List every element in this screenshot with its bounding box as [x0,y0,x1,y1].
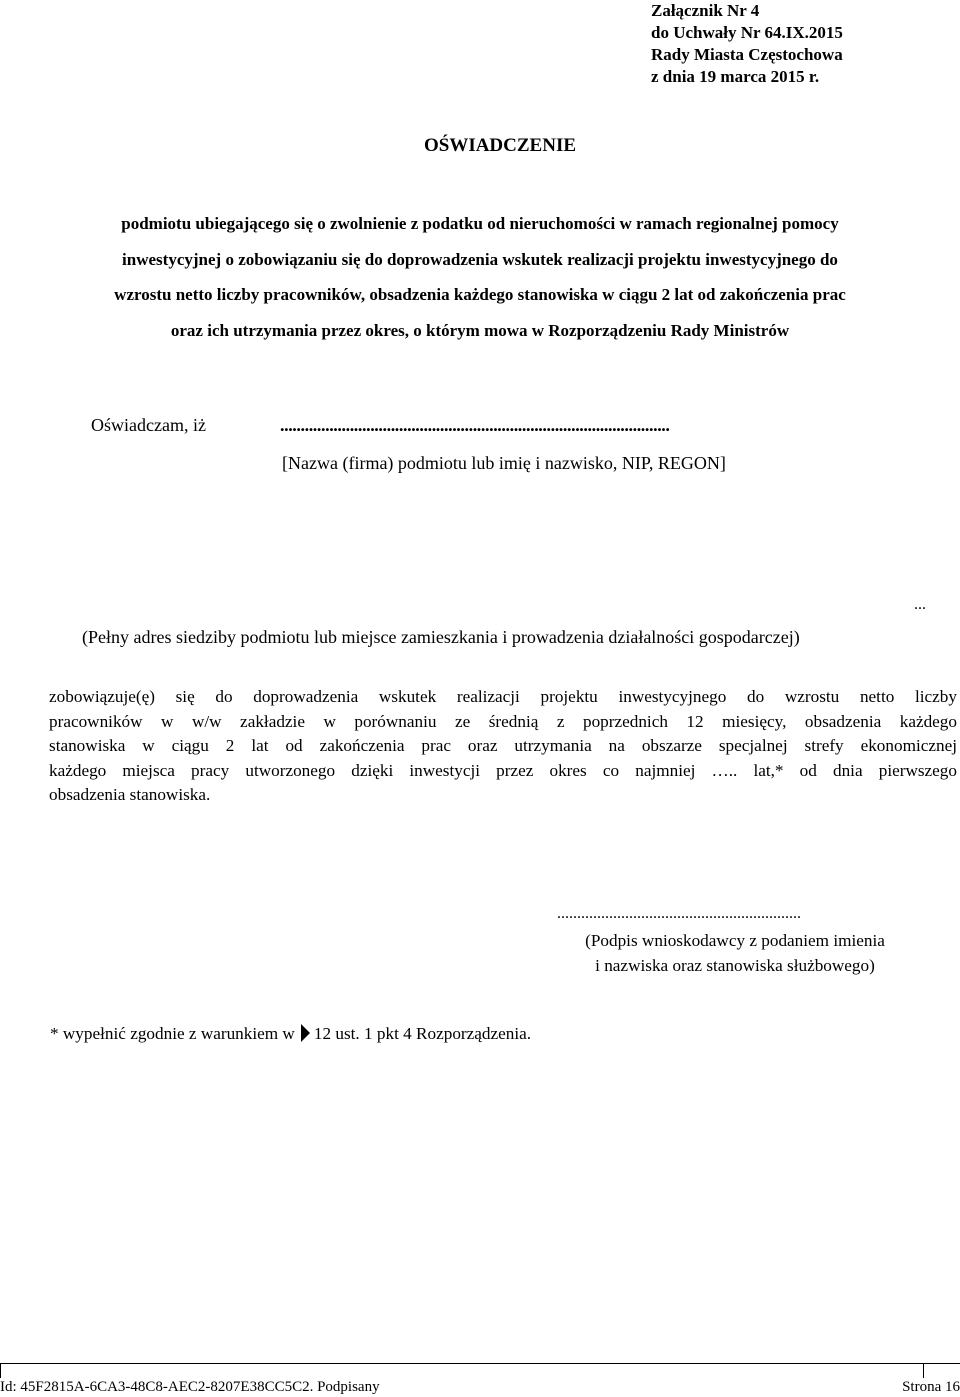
signature-field[interactable]: ............................................................. [557,905,801,922]
address-field[interactable]: ... [914,596,926,613]
page-footer [0,1363,960,1397]
signature-caption [540,929,930,978]
footnote-text-before: * wypełnić zgodnie z warunkiem w [50,1024,295,1043]
attachment-line-1: Załącznik Nr 4 [651,1,760,20]
attachment-line-3: Rady Miasta Częstochowa [651,45,843,64]
subtitle-line-2: inwestycyjnej o zobowiązaniu się do doprowadzenia wskutek realizacji projektu inwestycyjnego do [122,249,838,269]
document-title: OŚWIADCZENIE [423,135,577,156]
document-subtitle [36,206,924,348]
subtitle-line-4: oraz ich utrzymania przez okres, o którym mowa w Rozporządzeniu Rady Ministrów [170,320,790,340]
subtitle-line-1: podmiotu ubiegającego się o zwolnienie z podatku od nieruchomości w ramach regionalnej pomocy [121,214,839,233]
commitment-line-1: zobowiązuje(ę) się do doprowadzenia wskutek realizacji projektu inwestycyjnego do wzrostu netto liczby [49,687,957,706]
address-caption: (Pełny adres siedziby podmiotu lub miejsce zamieszkania i prowadzenia działalności gospodarczej) [82,627,800,647]
footer-left-tick [0,1364,1,1378]
commitment-line-5: obsadzenia stanowiska. [49,785,211,804]
signature-caption-line-2: i nazwiska oraz stanowiska służbowego) [595,955,875,975]
commitment-line-2: pracowników w w/w zakładzie w porównaniu ze średnią z poprzednich 12 miesięcy, obsadzenia każdego [49,711,957,731]
attachment-line-2: do Uchwały Nr 64.IX.2015 [651,23,843,42]
signature-caption-line-1: (Podpis wnioskodawcy z podaniem imienia [585,931,885,950]
commitment-line-3: stanowiska w ciągu 2 lat od zakończenia prac oraz utrzymania na obszarze specjalnej strefy ekonomicznej [49,736,957,755]
attachment-header [651,0,843,88]
commitment-paragraph [49,685,957,808]
footnote [50,1024,531,1044]
section-symbol-icon [301,1024,310,1042]
attachment-line-4: z dnia 19 marca 2015 r. [651,67,820,86]
entity-name-caption: [Nazwa (firma) podmiotu lub imię i nazwisko, NIP, REGON] [282,453,726,473]
subtitle-line-3: wzrostu netto liczby pracowników, obsadzenia każdego stanowiska w ciągu 2 lat od zakończenia prac [114,285,846,304]
entity-name-field[interactable]: ............................................................................................... [280,415,670,435]
document-id: Id: 45F2815A-6CA3-48C8-AEC2-8207E38CC5C2. Podpisany [0,1379,380,1395]
page-number: Strona 16 [902,1379,960,1395]
declaration-label: Oświadczam, iż [91,415,206,435]
commitment-line-4: każdego miejsca pracy utworzonego dzięki inwestycji przez okres co najmniej ….. lat,* od dnia pierwszego [49,760,957,780]
footer-divider [923,1364,924,1378]
footnote-text-after: 12 ust. 1 pkt 4 Rozporządzenia. [313,1024,532,1043]
